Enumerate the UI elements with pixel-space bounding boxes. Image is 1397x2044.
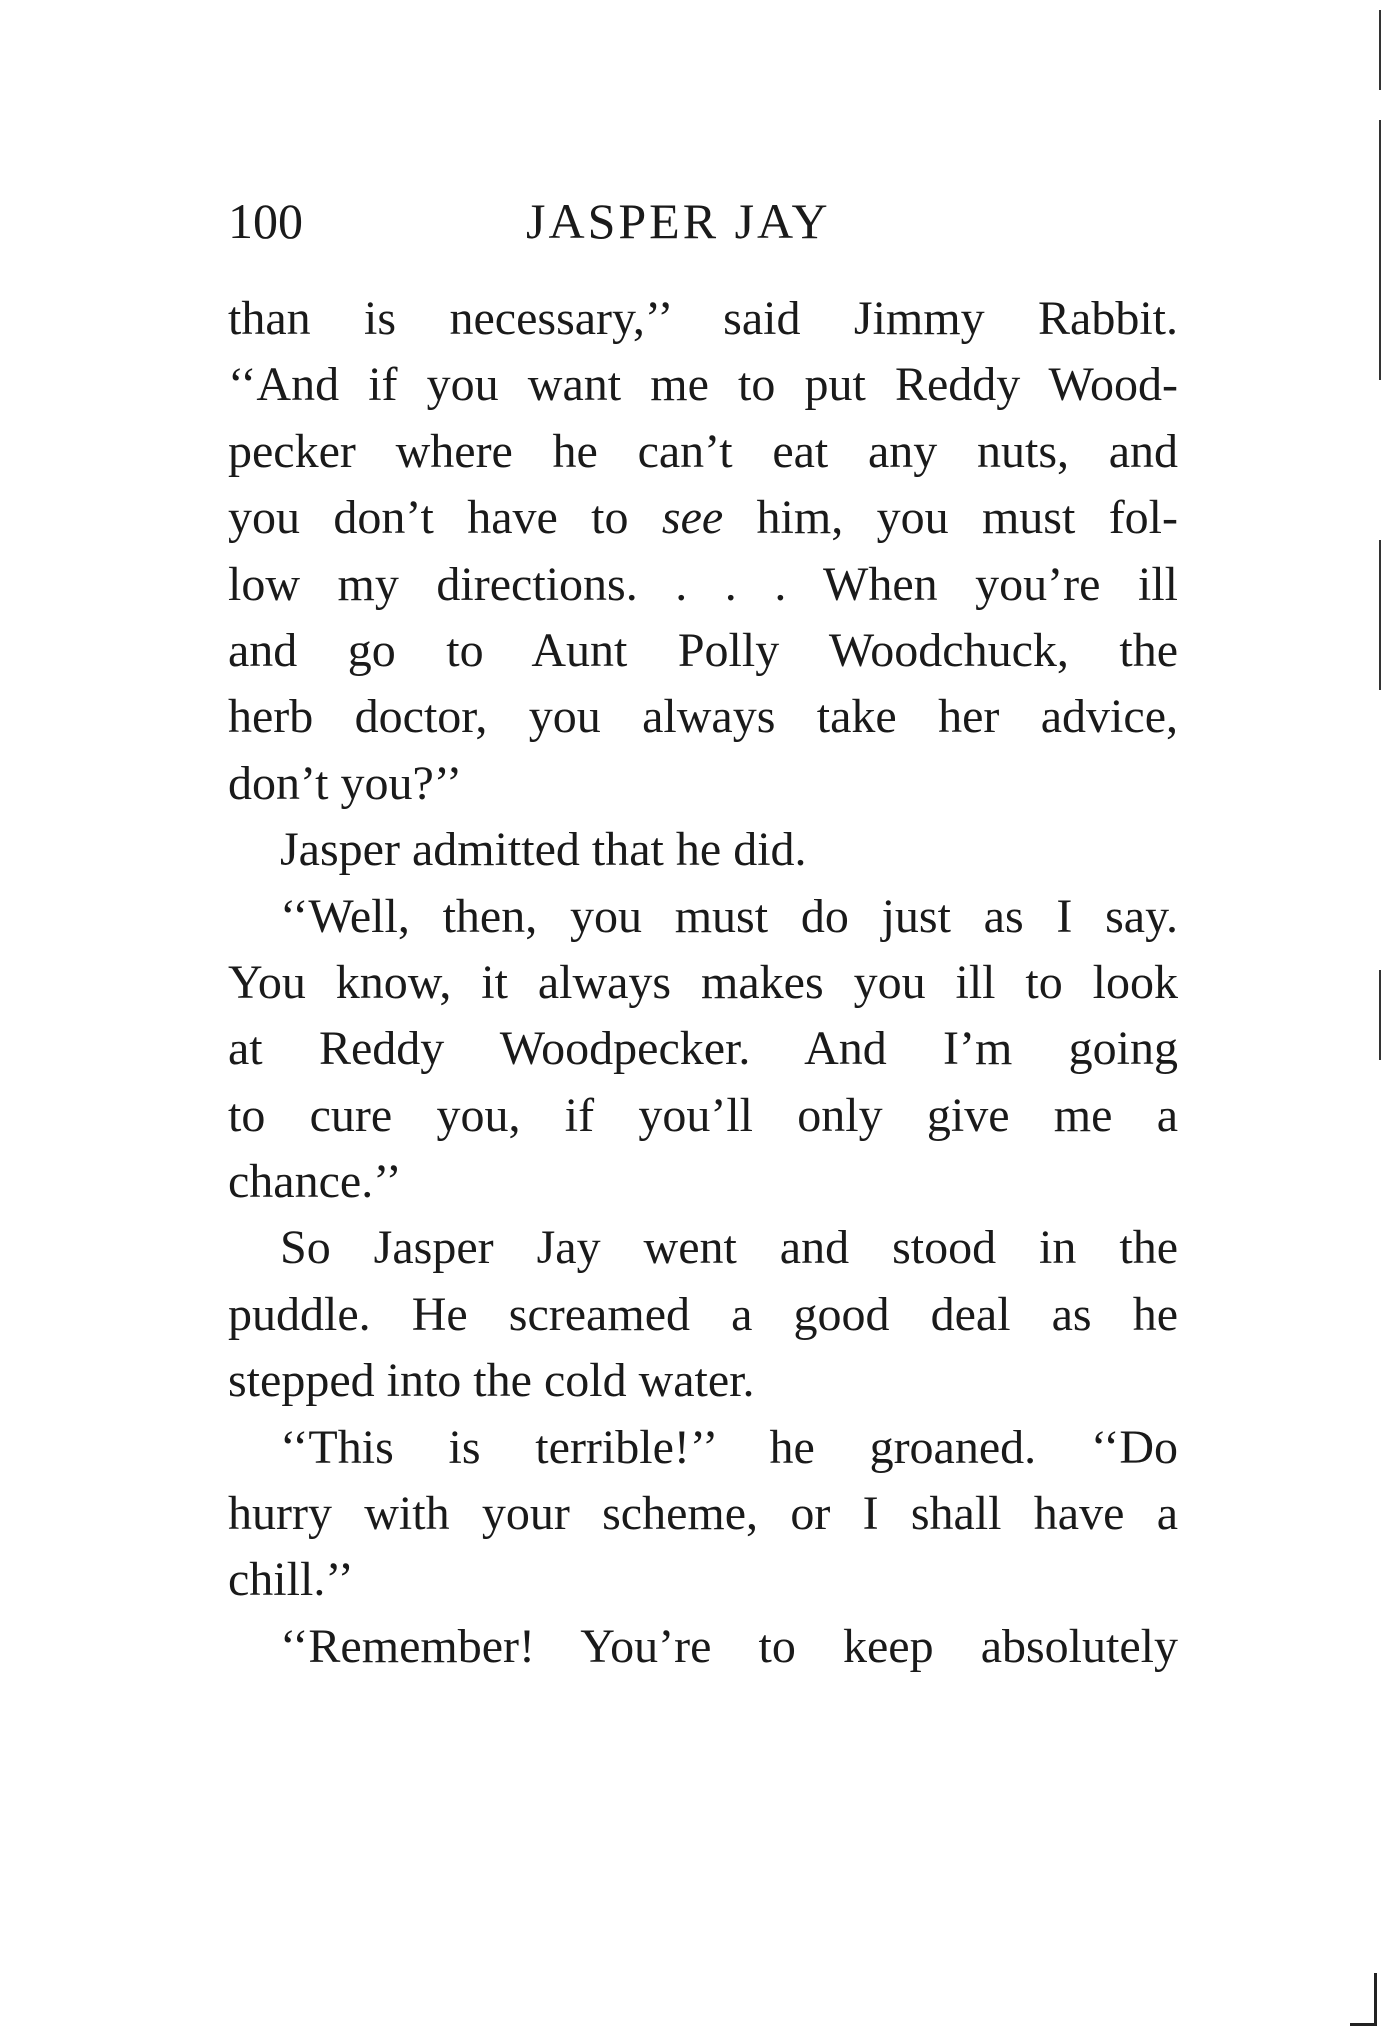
- text-line: and go to Aunt Polly Woodchuck, the: [228, 623, 1178, 677]
- page-number: 100: [228, 193, 303, 249]
- body-text: [228, 286, 1178, 1680]
- corner-mark: [1350, 1973, 1377, 2026]
- running-title: JASPER JAY: [526, 193, 831, 249]
- text-line: chill.’’: [228, 1553, 354, 1607]
- text-line: ‘‘Well, then, you must do just as I say.: [280, 889, 1178, 943]
- text-line: to cure you, if you’ll only give me a: [228, 1088, 1178, 1142]
- text-line: low my directions. . . . When you’re ill: [228, 557, 1178, 611]
- text-line: You know, it always makes you ill to look: [228, 955, 1178, 1009]
- text-line: than is necessary,’’ said Jimmy Rabbit.: [228, 292, 1178, 345]
- text-line: herb doctor, you always take her advice,: [228, 690, 1178, 744]
- text-line: Jasper admitted that he did.: [280, 823, 807, 877]
- page-edge-mark: [1379, 540, 1381, 690]
- text-line: So Jasper Jay went and stood in the: [280, 1221, 1178, 1275]
- text-line: pecker where he can’t eat any nuts, and: [228, 424, 1178, 478]
- text-line: ‘‘This is terrible!’’ he groaned. ‘‘Do: [280, 1420, 1178, 1474]
- page-edge-mark: [1379, 120, 1381, 380]
- text-line: stepped into the cold water.: [228, 1354, 755, 1408]
- text-line: hurry with your scheme, or I shall have a: [228, 1487, 1178, 1541]
- text-line: ‘‘And if you want me to put Reddy Wood-: [228, 358, 1178, 412]
- text-line: at Reddy Woodpecker. And I’m going: [228, 1022, 1178, 1076]
- text-line: ‘‘Remember! You’re to keep absolutely: [280, 1619, 1178, 1673]
- text-line: you don’t have to see him, you must fol-: [228, 491, 1178, 545]
- page-edge-mark: [1379, 10, 1381, 90]
- text-line: don’t you?’’: [228, 756, 463, 810]
- page-header: [228, 186, 1178, 256]
- text-line: puddle. He screamed a good deal as he: [228, 1287, 1178, 1341]
- page-edge-mark: [1379, 970, 1381, 1060]
- text-line: chance.’’: [228, 1155, 402, 1209]
